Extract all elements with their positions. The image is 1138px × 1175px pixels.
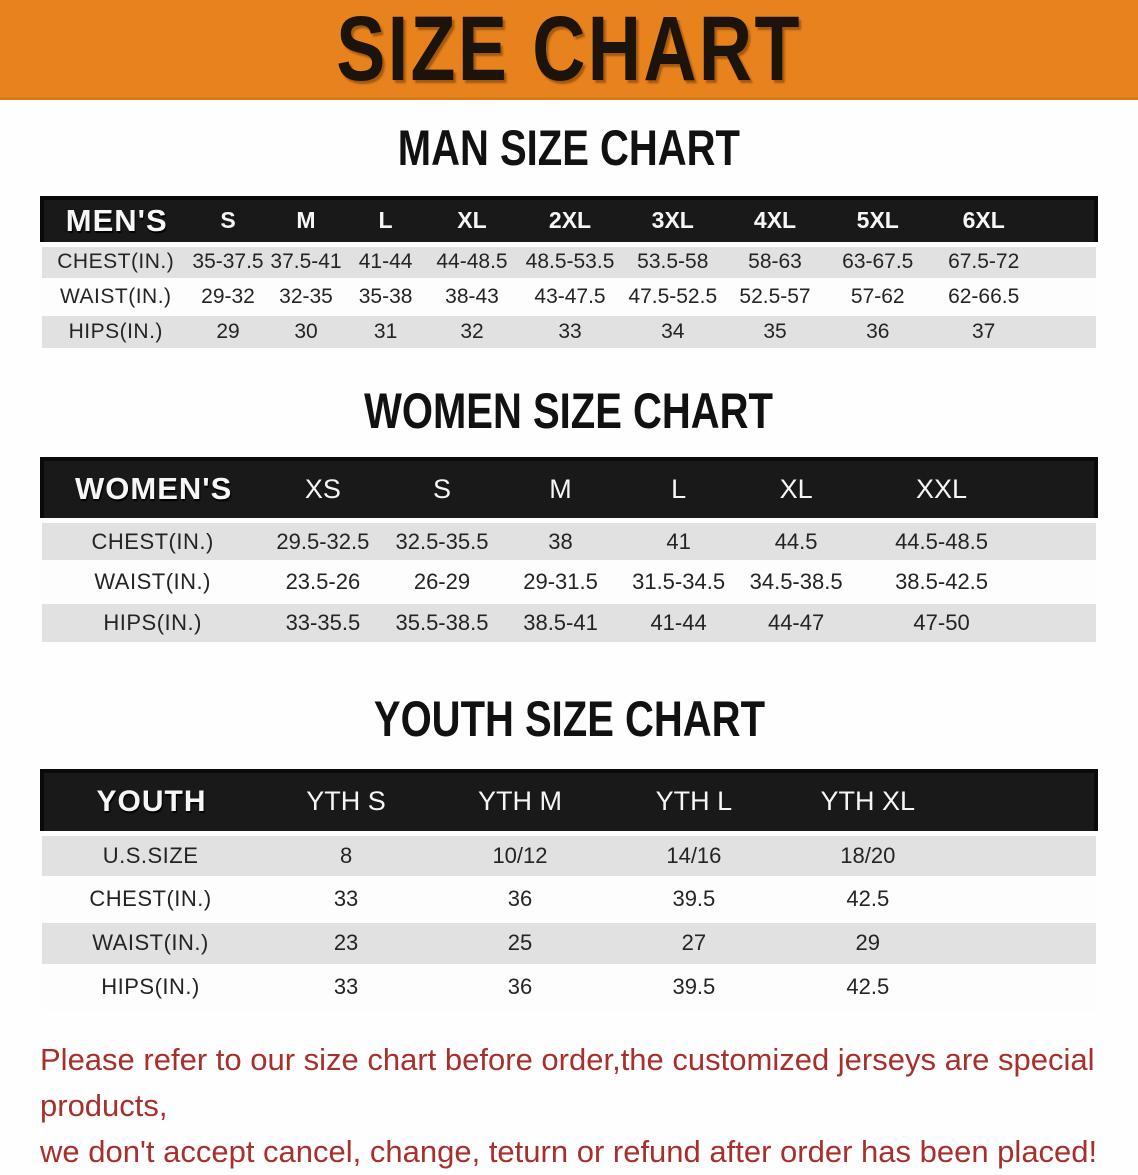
value-cell: 37 xyxy=(929,314,1038,349)
womens-header-row xyxy=(42,459,1096,521)
value-cell: 42.5 xyxy=(781,877,955,921)
filler-cell xyxy=(955,833,1096,877)
disclaimer-line-1: Please refer to our size chart before order,the customized jerseys are special products, xyxy=(40,1041,1095,1123)
value-cell: 41 xyxy=(620,521,738,562)
row-label-cell: WAIST(IN.) xyxy=(42,921,259,965)
mens-corner-label: MEN'S xyxy=(42,198,190,244)
filler-cell xyxy=(1029,603,1097,644)
row-label-cell: HIPS(IN.) xyxy=(42,314,190,349)
value-cell: 38.5-42.5 xyxy=(855,562,1029,603)
value-cell: 29.5-32.5 xyxy=(263,521,382,562)
value-cell: 44-48.5 xyxy=(426,244,519,279)
value-cell: 35-37.5 xyxy=(190,244,267,279)
value-cell: 35.5-38.5 xyxy=(382,603,501,644)
youth-hips-row xyxy=(42,965,1096,1009)
disclaimer-text xyxy=(0,1037,1138,1175)
youth-header-row xyxy=(42,771,1096,833)
womens-hips-row xyxy=(42,603,1096,644)
col-header-cell: L xyxy=(620,459,738,521)
womens-chest-row xyxy=(42,521,1096,562)
value-cell: 34.5-38.5 xyxy=(738,562,855,603)
value-cell: 31.5-34.5 xyxy=(620,562,738,603)
value-cell: 33 xyxy=(259,965,433,1009)
row-label-cell: HIPS(IN.) xyxy=(42,965,259,1009)
value-cell: 18/20 xyxy=(781,833,955,877)
value-cell: 43-47.5 xyxy=(518,279,621,314)
mens-hips-row xyxy=(42,314,1096,349)
col-header-cell: 4XL xyxy=(724,198,826,244)
filler-cell xyxy=(1029,562,1097,603)
value-cell: 41-44 xyxy=(620,603,738,644)
col-header-cell: 2XL xyxy=(518,198,621,244)
value-cell: 33 xyxy=(518,314,621,349)
value-cell: 26-29 xyxy=(382,562,501,603)
row-label-cell: WAIST(IN.) xyxy=(42,562,263,603)
value-cell: 23.5-26 xyxy=(263,562,382,603)
filler-cell xyxy=(955,877,1096,921)
filler-cell xyxy=(1029,521,1097,562)
value-cell: 8 xyxy=(259,833,433,877)
youth-waist-row xyxy=(42,921,1096,965)
value-cell: 32.5-35.5 xyxy=(382,521,501,562)
value-cell: 47.5-52.5 xyxy=(622,279,724,314)
value-cell: 29-32 xyxy=(190,279,267,314)
row-label-cell: CHEST(IN.) xyxy=(42,877,259,921)
value-cell: 33-35.5 xyxy=(263,603,382,644)
row-label-cell: CHEST(IN.) xyxy=(42,244,190,279)
value-cell: 29-31.5 xyxy=(502,562,620,603)
col-header-cell: M xyxy=(266,198,345,244)
womens-corner-label: WOMEN'S xyxy=(42,459,263,521)
value-cell: 34 xyxy=(622,314,724,349)
value-cell: 30 xyxy=(266,314,345,349)
value-cell: 32-35 xyxy=(266,279,345,314)
value-cell: 38.5-41 xyxy=(502,603,620,644)
value-cell: 36 xyxy=(433,877,607,921)
col-header-cell: XL xyxy=(426,198,519,244)
col-header-cell: YTH L xyxy=(607,771,781,833)
value-cell: 36 xyxy=(433,965,607,1009)
value-cell: 39.5 xyxy=(607,877,781,921)
women-size-chart-heading: WOMEN SIZE CHART xyxy=(364,382,774,439)
mens-waist-row xyxy=(42,279,1096,314)
col-header-cell: M xyxy=(502,459,620,521)
col-header-cell: XL xyxy=(738,459,855,521)
col-header-cell: YTH XL xyxy=(781,771,955,833)
youth-size-chart-heading: YOUTH SIZE CHART xyxy=(373,691,765,747)
value-cell: 31 xyxy=(346,314,426,349)
value-cell: 42.5 xyxy=(781,965,955,1009)
value-cell: 25 xyxy=(433,921,607,965)
filler-cell xyxy=(955,965,1096,1009)
col-header-cell: YTH M xyxy=(433,771,607,833)
filler-cell xyxy=(1038,198,1096,244)
value-cell: 36 xyxy=(826,314,929,349)
row-label-cell: HIPS(IN.) xyxy=(42,603,263,644)
mens-chest-row xyxy=(42,244,1096,279)
col-header-cell: 6XL xyxy=(929,198,1038,244)
value-cell: 10/12 xyxy=(433,833,607,877)
filler-cell xyxy=(1029,459,1097,521)
col-header-cell: S xyxy=(382,459,501,521)
value-cell: 62-66.5 xyxy=(929,279,1038,314)
value-cell: 47-50 xyxy=(855,603,1029,644)
banner-title: SIZE CHART xyxy=(336,0,802,100)
value-cell: 41-44 xyxy=(346,244,426,279)
value-cell: 23 xyxy=(259,921,433,965)
col-header-cell: XXL xyxy=(855,459,1029,521)
col-header-cell: 5XL xyxy=(826,198,929,244)
size-chart-banner xyxy=(0,0,1138,100)
value-cell: 35 xyxy=(724,314,826,349)
value-cell: 27 xyxy=(607,921,781,965)
youth-chest-row xyxy=(42,877,1096,921)
value-cell: 44.5 xyxy=(738,521,855,562)
value-cell: 44-47 xyxy=(738,603,855,644)
filler-cell xyxy=(1038,279,1096,314)
col-header-cell: L xyxy=(346,198,426,244)
value-cell: 39.5 xyxy=(607,965,781,1009)
value-cell: 57-62 xyxy=(826,279,929,314)
mens-size-table xyxy=(40,196,1098,351)
row-label-cell: WAIST(IN.) xyxy=(42,279,190,314)
row-label-cell: U.S.SIZE xyxy=(42,833,259,877)
value-cell: 38-43 xyxy=(426,279,519,314)
col-header-cell: 3XL xyxy=(622,198,724,244)
value-cell: 37.5-41 xyxy=(266,244,345,279)
value-cell: 29 xyxy=(781,921,955,965)
filler-cell xyxy=(1038,244,1096,279)
value-cell: 48.5-53.5 xyxy=(518,244,621,279)
col-header-cell: YTH S xyxy=(259,771,433,833)
man-size-chart-heading: MAN SIZE CHART xyxy=(397,120,741,176)
value-cell: 35-38 xyxy=(346,279,426,314)
disclaimer-line-2: we don't accept cancel, change, teturn or refund after order has been placed! xyxy=(40,1133,1098,1169)
filler-cell xyxy=(955,771,1096,833)
womens-waist-row xyxy=(42,562,1096,603)
value-cell: 63-67.5 xyxy=(826,244,929,279)
col-header-cell: S xyxy=(190,198,267,244)
youth-ussize-row xyxy=(42,833,1096,877)
filler-cell xyxy=(955,921,1096,965)
value-cell: 67.5-72 xyxy=(929,244,1038,279)
filler-cell xyxy=(1038,314,1096,349)
value-cell: 53.5-58 xyxy=(622,244,724,279)
youth-corner-label: YOUTH xyxy=(42,771,259,833)
value-cell: 32 xyxy=(426,314,519,349)
value-cell: 29 xyxy=(190,314,267,349)
value-cell: 58-63 xyxy=(724,244,826,279)
mens-header-row xyxy=(42,198,1096,244)
value-cell: 44.5-48.5 xyxy=(855,521,1029,562)
value-cell: 33 xyxy=(259,877,433,921)
womens-size-table xyxy=(40,457,1098,646)
value-cell: 14/16 xyxy=(607,833,781,877)
youth-size-table xyxy=(40,769,1098,1011)
col-header-cell: XS xyxy=(263,459,382,521)
value-cell: 52.5-57 xyxy=(724,279,826,314)
value-cell: 38 xyxy=(502,521,620,562)
row-label-cell: CHEST(IN.) xyxy=(42,521,263,562)
